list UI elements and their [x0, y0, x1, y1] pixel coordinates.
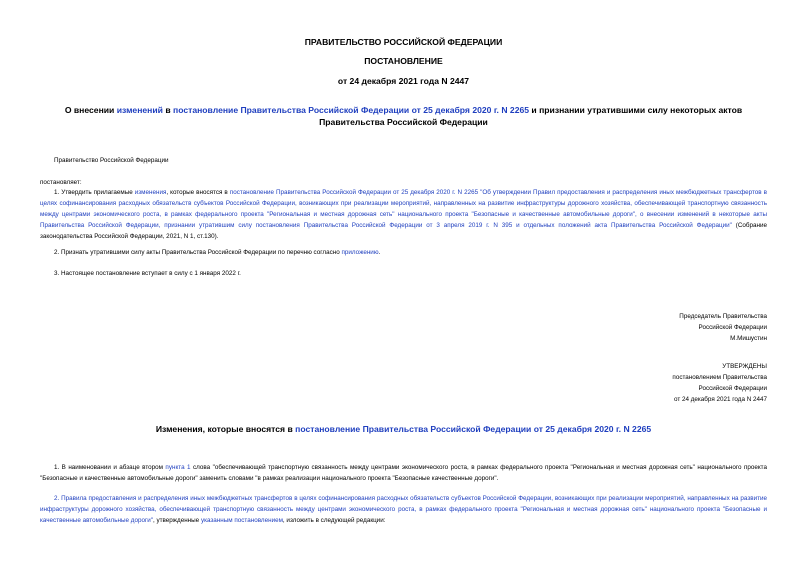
changes-title-link[interactable]: постановление Правительства Российской Федерации от 25 декабря 2020 г. N 2265 [295, 424, 652, 434]
item-2-text-2: . [378, 249, 381, 256]
org-header: ПРАВИТЕЛЬСТВО РОССИЙСКОЙ ФЕДЕРАЦИИ [304, 37, 503, 47]
approved-org: Российской Федерации [698, 385, 767, 392]
doc-title [40, 104, 767, 128]
doc-date: от 24 декабря 2021 года N 2447 [337, 76, 470, 86]
item-1-link-changes[interactable]: изменения [134, 189, 167, 196]
signature-position: Председатель Правительства [679, 313, 767, 320]
doc-title-link-changes[interactable]: изменений [116, 105, 163, 115]
change-1-link-clause[interactable]: пункта 1 [165, 464, 191, 471]
doc-title-text-1: О внесении [64, 105, 117, 115]
signature-org: Российской Федерации [698, 324, 767, 331]
change-2-link-resolution[interactable]: указанным постановлением [200, 517, 283, 524]
item-2 [40, 247, 767, 258]
change-1-text-2: слова "обеспечивающей транспортную связанность между центрами экономического роста, в рамках федерального проекта "Региональная и местная дорожная сеть" национального проекта "Безопасные и качественные автомобильные дороги" заменить словами "в рамках реализации национального проекта "Безопасные качественные дороги". [40, 464, 768, 482]
doc-type: ПОСТАНОВЛЕНИЕ [364, 56, 443, 66]
change-1 [40, 462, 767, 484]
item-1 [40, 187, 767, 242]
doc-title-text-3: и признании утратившими силу некоторых актов Правительства Российской Федерации [319, 105, 743, 127]
change-2 [40, 493, 767, 526]
signature-block [679, 311, 767, 344]
approved-date: от 24 декабря 2021 года N 2447 [673, 396, 767, 403]
resolves-text: постановляет: [40, 179, 82, 186]
approved-by: постановлением Правительства [672, 374, 767, 381]
changes-title-text: Изменения, которые вносятся в [155, 424, 296, 434]
approved-label: УТВЕРЖДЕНЫ [722, 363, 767, 370]
change-1-text-1: 1. В наименовании и абзаце втором [54, 464, 166, 471]
change-2-text-1: , утвержденные [153, 517, 201, 524]
issuer: Правительство Российской Федерации [54, 157, 169, 164]
item-2-link-appendix[interactable]: приложению [341, 249, 379, 256]
changes-title [40, 423, 767, 435]
item-2-text-1: 2. Признать утратившими силу акты Правительства Российской Федерации по перечню согласно [54, 249, 342, 256]
change-2-link-rules[interactable]: 2. Правила предоставления и распределения иных межбюджетных трансфертов в целях софинансирования расходных обязательств субъектов Российской Федерации, возникающих при реализации мероприятий, направленных на развитие инфраструктуры дорожного хозяйства, обеспечивающей транспортную связанность между центрами экономического роста, в рамках федерального проекта "Региональная и местная дорожная сеть" национального проекта "Безопасные и качественные автомобильные дороги" [40, 495, 767, 524]
approved-block [672, 361, 767, 405]
signature-name: М.Мишустин [730, 335, 767, 342]
doc-title-text-2: в [162, 105, 174, 115]
doc-title-link-resolution[interactable]: постановление Правительства Российской Федерации от 25 декабря 2020 г. N 2265 [173, 105, 530, 115]
change-2-text-2: , изложить в следующей редакции: [282, 517, 386, 524]
item-1-link-resolution[interactable]: постановление Правительства Российской Федерации от 25 декабря 2020 г. N 2265 "Об утверждении Правил предоставления и распределения иных межбюджетных трансфертов в целях софинансирования расходных обязательств субъектов Российской Федерации, возникающих при реализации мероприятий, направленных на развитие инфраструктуры дорожного хозяйства, обеспечивающей транспортную связанность между центрами экономического роста, в рамках федерального проекта "Региональная и местная дорожная сеть" национального проекта "Безопасные и качественные автомобильные дороги", о внесении изменений в некоторые акты Правительства Российской Федерации, признании утратившим силу постановления Правительства Российской Федерации от 3 апреля 2019 г. N 395 и отдельных положений акта Правительства Российской Федерации" [40, 189, 768, 229]
item-3: 3. Настоящее постановление вступает в силу с 1 января 2022 г. [54, 270, 241, 277]
item-1-text-1: 1. Утвердить прилагаемые [54, 189, 135, 196]
item-1-text-3: (Собрание законодательства Российской Федерации, 2021, N 1, ст.130). [40, 222, 767, 240]
item-1-text-2: , которые вносятся в [166, 189, 230, 196]
